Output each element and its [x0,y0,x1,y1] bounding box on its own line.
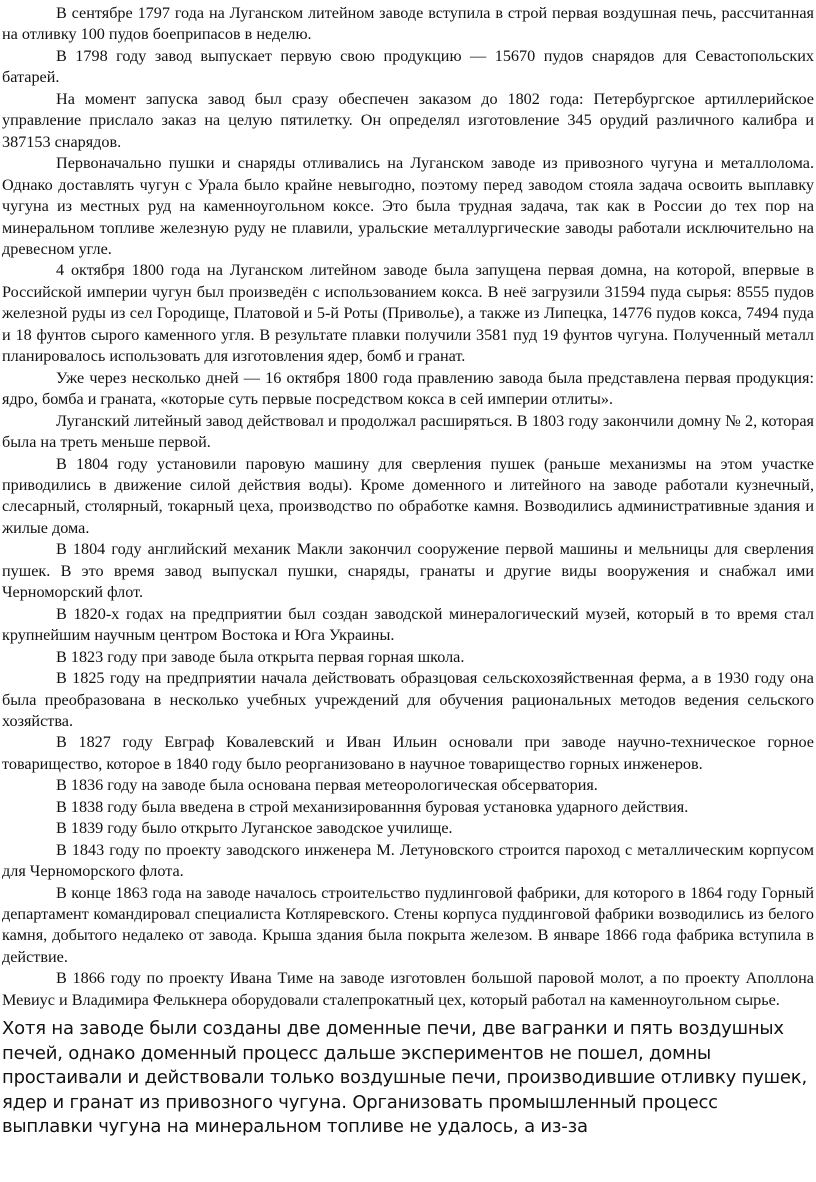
paragraph-order-until-1802: На момент запуска завод был сразу обеспечен заказом до 1802 года: Петербургское артиллерийское управление прислало заказ на целую пятилетку. Он определял изготовление 345 орудий различного калибра и 387153 снарядов. [2,89,814,151]
paragraph-first-coke-products: Уже через несколько дней — 16 октября 1800 года правлению завода была представлена первая продукция: ядро, бомба и граната, «которые суть первые посредством кокса в сей империи отлиты». [2,368,814,409]
paragraph-furnaces-summary: Хотя на заводе были созданы две доменные печи, две вагранки и пять воздушных печей, однако доменный процесс дальше экспериментов не пошел, домны простаивали и действовали только воздушные печи, производившие отливку пушек, ядер и гранат из привозного чугуна. Организовать промышленный процесс выплавки чугуна на минеральном топливе не удалось, а из-за [2,1018,807,1137]
paragraph-1839-school: В 1839 году было открыто Луганское заводское училище. [56,819,453,838]
paragraph-1866-steam-hammer: В 1866 году по проекту Ивана Тиме на заводе изготовлен большой паровой молот, а по проекту Аполлона Мевиус и Владимира Фелькнера оборудовали сталепрокатный цех, который работал на каменноугольном сырье. [2,969,814,1009]
paragraph-1863-puddling-factory: В конце 1863 года на заводе началось строительство пудлинговой фабрики, для которого в 1864 году Горный департамент командировал специалиста Котляревского. Стены корпуса пуддинговой фабрики возводились из белого камня, добытого недалеко от завода. Крыша здания была покрыта железом. В январе 1866 года фабрика вступила в действие. [2,883,814,966]
paragraph-1798-first-production: В 1798 году завод выпускает первую свою продукцию — 15670 пудов снарядов для Севастопольских батарей. [2,46,814,87]
paragraph-1804-steam-engine: В 1804 году установили паровую машину для сверления пушек (раньше механизмы на этом участке приводились в движение силой действия воды). Кроме доменного и литейного на заводе работали кузнечный, слесарный, столярный, токарный цеха, производство по обработке камня. Возводились административные здания и жилые дома. [2,454,814,537]
paragraph-1838-drilling-rig: В 1838 году была введена в строй механизированння буровая установка ударного действия. [56,797,689,816]
paragraph-1843-steamship: В 1843 году по проекту заводского инженера М. Летуновского строится пароход с металлическим корпусом для Черноморского флота. [2,840,814,881]
paragraph-1800-first-blast-furnace: 4 октября 1800 года на Луганском литейном заводе была запущена первая домна, на которой, впервые в Российской империи чугун был произведён с использованием кокса. В неё загрузили 31594 пуда сырья: 8555 пудов железной руды из сел Городище, Платовой и 5-й Роты (Приволье), а также из Липецка, 14776 пудов кокса, 7494 пуда и 18 фунтов сырого каменного угля. В результате плавки получили 3581 пуд 19 фунтов чугуна. Полученный металл планировалось использовать для изготовления ядер, бомб и гранат. [2,261,814,366]
paragraph-1825-farm: В 1825 году на предприятии начала действовать образцовая сельскохозяйственная ферма, а в 1930 году она была преобразована в несколько учебных учреждений для обучения рациональных методов ведения сельского хозяйства. [2,669,814,730]
paragraph-1804-makli: В 1804 году английский механик Макли закончил сооружение первой машины и мельницы для сверления пушек. В это время завод выпускал пушки, снаряды, гранаты и другие виды вооружения и снабжал ими Черноморский флот. [2,540,814,602]
paragraph-1820s-museum: В 1820-х годах на предприятии был создан заводской минералогический музей, который в то время стал крупнейшим научным центром Востока и Юга Украины. [2,604,814,645]
paragraph-1827-society: В 1827 году Евграф Ковалевский и Иван Ильин основали при заводе научно-техническое горное товарищество, которое в 1840 году было реорганизовано в научное товарищество горных инженеров. [2,733,814,773]
paragraph-1797-air-furnace: В сентябре 1797 года на Луганском литейном заводе вступила в строй первая воздушная печь, рассчитанная на отливку 100 пудов боеприпасов в неделю. [2,4,814,44]
paragraph-1836-observatory: В 1836 году на заводе была основана первая метеорологическая обсерватория. [56,776,598,795]
paragraph-1803-furnace-2: Луганский литейный завод действовал и продолжал расширяться. В 1803 году закончили домну № 2, которая была на треть меньше первой. [2,411,814,452]
paragraph-imported-iron: Первоначально пушки и снаряды отливались на Луганском заводе из привозного чугуна и металлолома. Однако доставлять чугун с Урала было крайне невыгодно, поэтому перед заводом стояла задача освоить выплавку чугуна из местных руд на каменноугольном коксе. Это была трудная задача, так как в России до тех пор на минеральном топливе железную руду не плавили, уральские металлургические заводы работали исключительно на древесном угле. [2,154,814,258]
paragraph-1823-mining-school: В 1823 году при заводе была открыта первая горная школа. [56,647,465,666]
